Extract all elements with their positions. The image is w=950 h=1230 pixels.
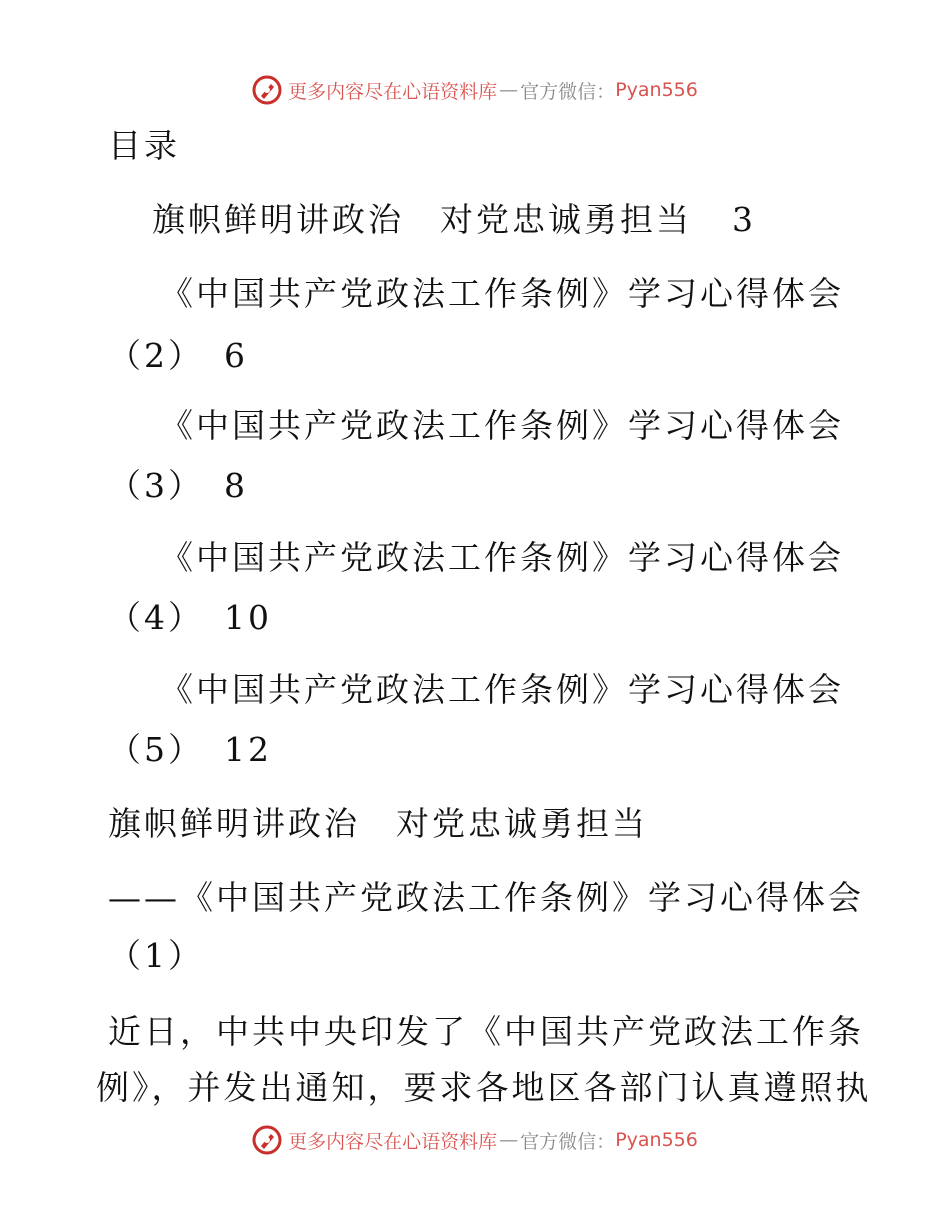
watermark-main-text: 更多内容尽在心语资料库 <box>288 80 498 103</box>
watermark-dash: — <box>499 79 519 101</box>
toc-entry-page: 10 <box>224 598 272 637</box>
watermark-dash: — <box>499 1129 519 1151</box>
article-title: 旗帜鲜明讲政治 对党忠诚勇担当 <box>108 804 648 843</box>
watermark-main-text: 更多内容尽在心语资料库 <box>288 1130 498 1153</box>
toc-entry-5-line2[interactable] <box>108 730 272 770</box>
toc-entry-page: 8 <box>224 466 248 505</box>
toc-entry-1[interactable] <box>152 200 756 240</box>
toc-entry-page: 12 <box>224 730 272 769</box>
pen-logo-icon <box>252 75 282 105</box>
toc-entry-num: （3） <box>108 466 204 505</box>
toc-title: 目录 <box>108 126 180 165</box>
header-watermark <box>0 70 950 110</box>
toc-entry-3-line1[interactable] <box>160 406 844 446</box>
toc-entry-num: （4） <box>108 598 204 637</box>
toc-entry-text: 《中国共产党政法工作条例》学习心得体会 <box>160 538 844 577</box>
toc-entry-5-line1[interactable] <box>160 670 844 710</box>
toc-entry-4-line2[interactable] <box>108 598 272 638</box>
pen-logo-icon <box>252 1125 282 1155</box>
toc-entry-num: （5） <box>108 730 204 769</box>
article-body-line-1: 近日，中共中央印发了《中国共产党政法工作条 <box>108 1012 864 1051</box>
toc-entry-text: 旗帜鲜明讲政治 对党忠诚勇担当 <box>152 200 692 239</box>
watermark-account: Pyan556 <box>615 1129 698 1151</box>
watermark-label: 官方微信： <box>520 80 616 103</box>
footer-watermark <box>0 1120 950 1160</box>
article-subtitle: ——《中国共产党政法工作条例》学习心得体会 <box>108 878 864 917</box>
toc-entry-page: 3 <box>732 200 756 239</box>
toc-entry-num: （2） <box>108 336 204 375</box>
toc-entry-4-line1[interactable] <box>160 538 844 578</box>
article-subtitle-num: （1） <box>108 936 204 975</box>
toc-entry-2-line1[interactable] <box>160 274 844 314</box>
toc-entry-text: 《中国共产党政法工作条例》学习心得体会 <box>160 670 844 709</box>
toc-entry-page: 6 <box>224 336 248 375</box>
watermark-label: 官方微信： <box>520 1130 616 1153</box>
toc-entry-text: 《中国共产党政法工作条例》学习心得体会 <box>160 406 844 445</box>
toc-entry-text: 《中国共产党政法工作条例》学习心得体会 <box>160 274 844 313</box>
article-body-line-2: 例》，并发出通知，要求各地区各部门认真遵照执 <box>96 1068 872 1107</box>
toc-entry-3-line2[interactable] <box>108 466 248 506</box>
toc-entry-2-line2[interactable] <box>108 336 248 376</box>
watermark-account: Pyan556 <box>615 79 698 101</box>
